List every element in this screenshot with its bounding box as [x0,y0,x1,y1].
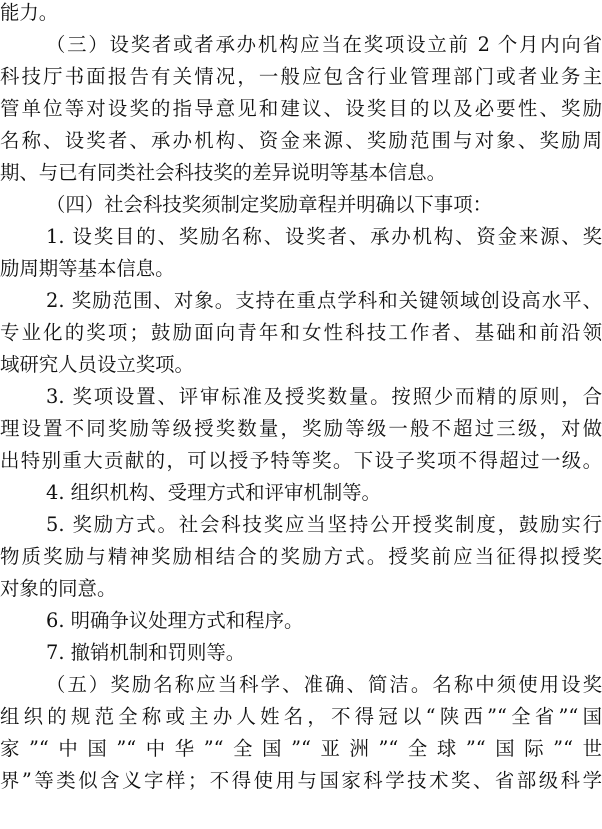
list-item-1: 1. 设奖目的、奖励名称、设奖者、承办机构、资金来源、奖 [46,225,602,248]
text-line: 理设置不同奖励等级授奖数量，奖励等级一般不超过三级，对做 [0,417,602,440]
list-item-2: 2. 奖励范围、对象。支持在重点学科和关键领域创设高水平、 [46,289,602,312]
text-line: 专业化的奖项；鼓励面向青年和女性科技工作者、基础和前沿领 [0,321,602,344]
text-line: 对象的同意。 [0,577,117,600]
paragraph-3-start: （三）设奖者或者承办机构应当在奖项设立前 2 个月内向省 [46,33,602,56]
list-item-6: 6. 明确争议处理方式和程序。 [46,609,304,632]
paragraph-4-heading: （四）社会科技奖须制定奖励章程并明确以下事项： [46,193,492,216]
list-item-3: 3. 奖项设置、评审标准及授奖数量。按照少而精的原则，合 [46,385,602,408]
text-line: 出特别重大贡献的，可以授予特等奖。下设子奖项不得超过一级。 [0,449,602,472]
text-line: 管单位等对设奖的指导意见和建议、设奖目的以及必要性、奖励 [0,97,602,120]
text-line: 名称、设奖者、承办机构、资金来源、奖励范围与对象、奖励周 [0,129,602,152]
text-line: 家”“中国”“中华”“全国”“亚洲”“全球”“国际”“世 [0,737,602,760]
text-line: 能力。 [0,1,59,24]
list-item-5: 5. 奖励方式。社会科技奖应当坚持公开授奖制度，鼓励实行 [46,513,602,536]
text-line: 励周期等基本信息。 [0,257,175,280]
list-item-4: 4. 组织机构、受理方式和评审机制等。 [46,481,381,504]
text-line: 科技厅书面报告有关情况，一般应包含行业管理部门或者业务主 [0,65,602,88]
text-line: 期、与已有同类社会科技奖的差异说明等基本信息。 [0,161,446,184]
text-line: 界”等类似含义字样；不得使用与国家科学技术奖、省部级科学 [0,769,602,792]
text-line: 物质奖励与精神奖励相结合的奖励方式。授奖前应当征得拟授奖 [0,545,602,568]
list-item-7: 7. 撤销机制和罚则等。 [46,641,246,664]
paragraph-5-start: （五）奖励名称应当科学、准确、简洁。名称中须使用设奖 [46,673,602,696]
text-line: 组织的规范全称或主办人姓名，不得冠以“陕西”“全省”“国 [0,705,602,728]
text-line: 域研究人员设立奖项。 [0,353,194,376]
